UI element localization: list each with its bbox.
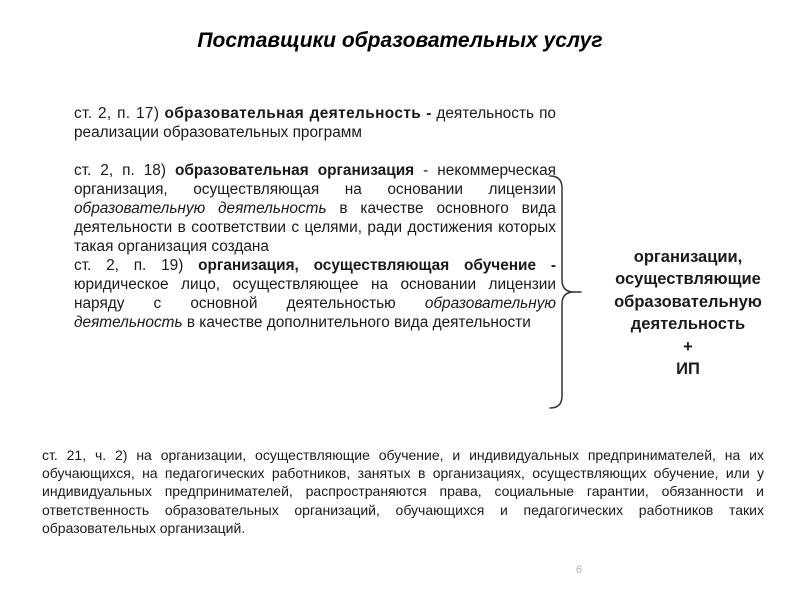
- summary-line: организации,: [633, 248, 743, 266]
- definition-ref: ст. 2, п. 18): [74, 162, 166, 179]
- definition-18: [74, 161, 556, 256]
- definition-term: организация, осуществляющая обучение: [198, 257, 537, 274]
- definition-ref: ст. 2, п. 19): [74, 257, 184, 274]
- curly-brace: [548, 172, 588, 412]
- slide-title: Поставщики образовательных услуг: [197, 29, 603, 52]
- definition-term: образовательная деятельность: [164, 105, 422, 122]
- definition-text: юридическое лицо, осуществляющее на основании лицензии наряду с основной деятельностью: [74, 276, 556, 312]
- summary-line: осуществляющие: [615, 270, 761, 289]
- definition-19: [74, 256, 556, 332]
- note-paragraph: ст. 21, ч. 2) на организации, осуществляющие обучение, и индивидуальных предпринимателей, на их обучающихся, на педагогических работников, занятых в организациях, осуществляющих обучение, или у индивидуальных предпринимателей, распространяются права, социальные гарантии, обязанности и ответственность образовательных организаций, обучающихся и педагогических работников таких образовательных организаций.: [42, 447, 764, 536]
- definition-text: деятельность по реализации образовательных программ: [74, 105, 556, 141]
- definition-text-italic: образовательную деятельность: [74, 295, 556, 331]
- summary-block: [598, 246, 778, 380]
- definition-text-italic: образовательную деятельность: [74, 200, 327, 217]
- summary-line: +: [683, 337, 693, 356]
- definition-ref: ст. 2, п. 17): [74, 105, 160, 122]
- summary-line: деятельность: [630, 315, 746, 334]
- definition-text: в качестве основного вида деятельности в соответствии с целями, ради достижения которых такая организация создана: [74, 200, 556, 255]
- definition-17: [74, 104, 556, 142]
- summary-line: образовательную: [614, 292, 762, 311]
- definition-dash: -: [426, 105, 432, 122]
- definitions-block: [74, 104, 556, 332]
- definition-dash: -: [550, 257, 556, 274]
- summary-line: ИП: [676, 360, 700, 379]
- definition-text: некоммерческая организация, осуществляющая на основании лицензии: [74, 162, 556, 198]
- definition-term: образовательная организация: [174, 162, 415, 179]
- definition-dash: -: [423, 162, 429, 179]
- page-number: 6: [576, 564, 583, 576]
- definition-text: в качестве дополнительного вида деятельности: [186, 314, 531, 331]
